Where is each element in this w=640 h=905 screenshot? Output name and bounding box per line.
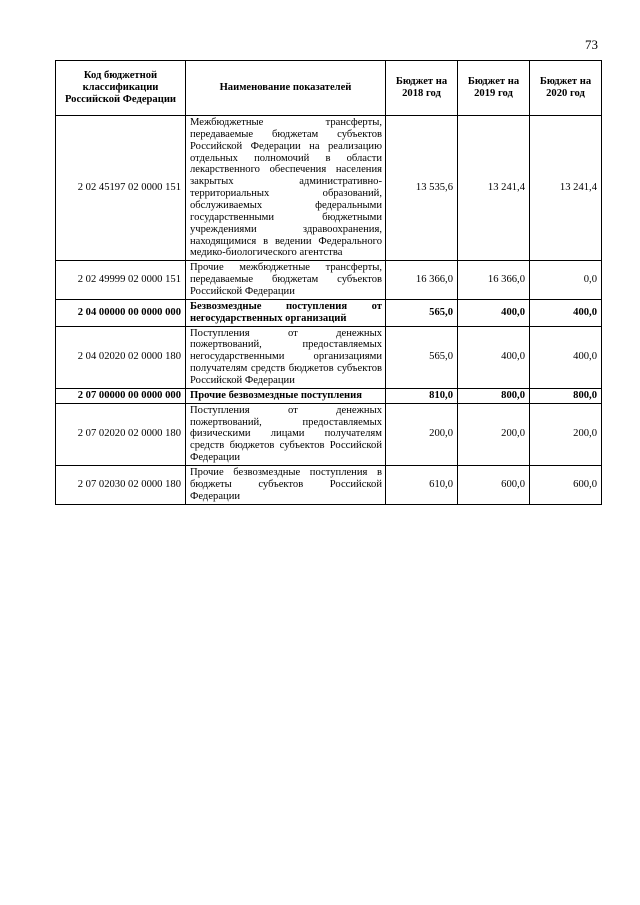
cell-budget-2018: 610,0 (386, 466, 458, 505)
page-number: 73 (585, 37, 598, 52)
cell-budget-2018: 565,0 (386, 326, 458, 388)
cell-budget-2019: 16 366,0 (458, 261, 530, 300)
budget-table (55, 60, 602, 505)
cell-budget-2019: 400,0 (458, 326, 530, 388)
cell-budget-2019: 400,0 (458, 299, 530, 326)
cell-budget-2018: 16 366,0 (386, 261, 458, 300)
table-row (56, 326, 602, 388)
cell-budget-2019: 600,0 (458, 466, 530, 505)
table-header (56, 61, 602, 116)
table-row (56, 116, 602, 261)
cell-code: 2 04 02020 02 0000 180 (56, 326, 186, 388)
cell-budget-2018: 200,0 (386, 403, 458, 465)
cell-budget-2019: 13 241,4 (458, 116, 530, 261)
cell-name: Безвозмездные поступления от негосударственных организаций (186, 299, 386, 326)
cell-budget-2020: 400,0 (530, 299, 602, 326)
table-row (56, 466, 602, 505)
cell-code: 2 07 00000 00 0000 000 (56, 388, 186, 403)
cell-budget-2020: 600,0 (530, 466, 602, 505)
cell-code: 2 07 02030 02 0000 180 (56, 466, 186, 505)
cell-code: 2 02 45197 02 0000 151 (56, 116, 186, 261)
header-code: Код бюджетной классификации Российской Федерации (56, 61, 186, 116)
cell-budget-2020: 200,0 (530, 403, 602, 465)
cell-name: Прочие безвозмездные поступления в бюджеты субъектов Российской Федерации (186, 466, 386, 505)
cell-name: Прочие межбюджетные трансферты, передаваемые бюджетам субъектов Российской Федерации (186, 261, 386, 300)
cell-code: 2 07 02020 02 0000 180 (56, 403, 186, 465)
cell-budget-2018: 565,0 (386, 299, 458, 326)
cell-budget-2020: 400,0 (530, 326, 602, 388)
cell-budget-2018: 810,0 (386, 388, 458, 403)
cell-budget-2020: 13 241,4 (530, 116, 602, 261)
cell-name: Межбюджетные трансферты, передаваемые бюджетам субъектов Российской Федерации на реализацию отдельных полномочий в области лекарственного обеспечения населения закрытых административно-территориальных образований, обслуживаемых федеральными государственными бюджетными учреждениями здравоохранения, находящимися в ведении Федерального медико-биологического агентства (186, 116, 386, 261)
table-row (56, 388, 602, 403)
table-row (56, 299, 602, 326)
cell-budget-2019: 200,0 (458, 403, 530, 465)
cell-name: Прочие безвозмездные поступления (186, 388, 386, 403)
cell-budget-2019: 800,0 (458, 388, 530, 403)
table-row (56, 403, 602, 465)
cell-budget-2020: 800,0 (530, 388, 602, 403)
cell-code: 2 02 49999 02 0000 151 (56, 261, 186, 300)
header-budget-2018: Бюджет на 2018 год (386, 61, 458, 116)
header-budget-2020: Бюджет на 2020 год (530, 61, 602, 116)
cell-name: Поступления от денежных пожертвований, предоставляемых физическими лицами получателям средств бюджетов субъектов Российской Федерации (186, 403, 386, 465)
cell-budget-2020: 0,0 (530, 261, 602, 300)
table-body (56, 116, 602, 505)
cell-name: Поступления от денежных пожертвований, предоставляемых негосударственными организациями получателям средств бюджетов субъектов Российской Федерации (186, 326, 386, 388)
cell-budget-2018: 13 535,6 (386, 116, 458, 261)
header-name: Наименование показателей (186, 61, 386, 116)
cell-code: 2 04 00000 00 0000 000 (56, 299, 186, 326)
header-row (56, 61, 602, 116)
header-budget-2019: Бюджет на 2019 год (458, 61, 530, 116)
table-row (56, 261, 602, 300)
